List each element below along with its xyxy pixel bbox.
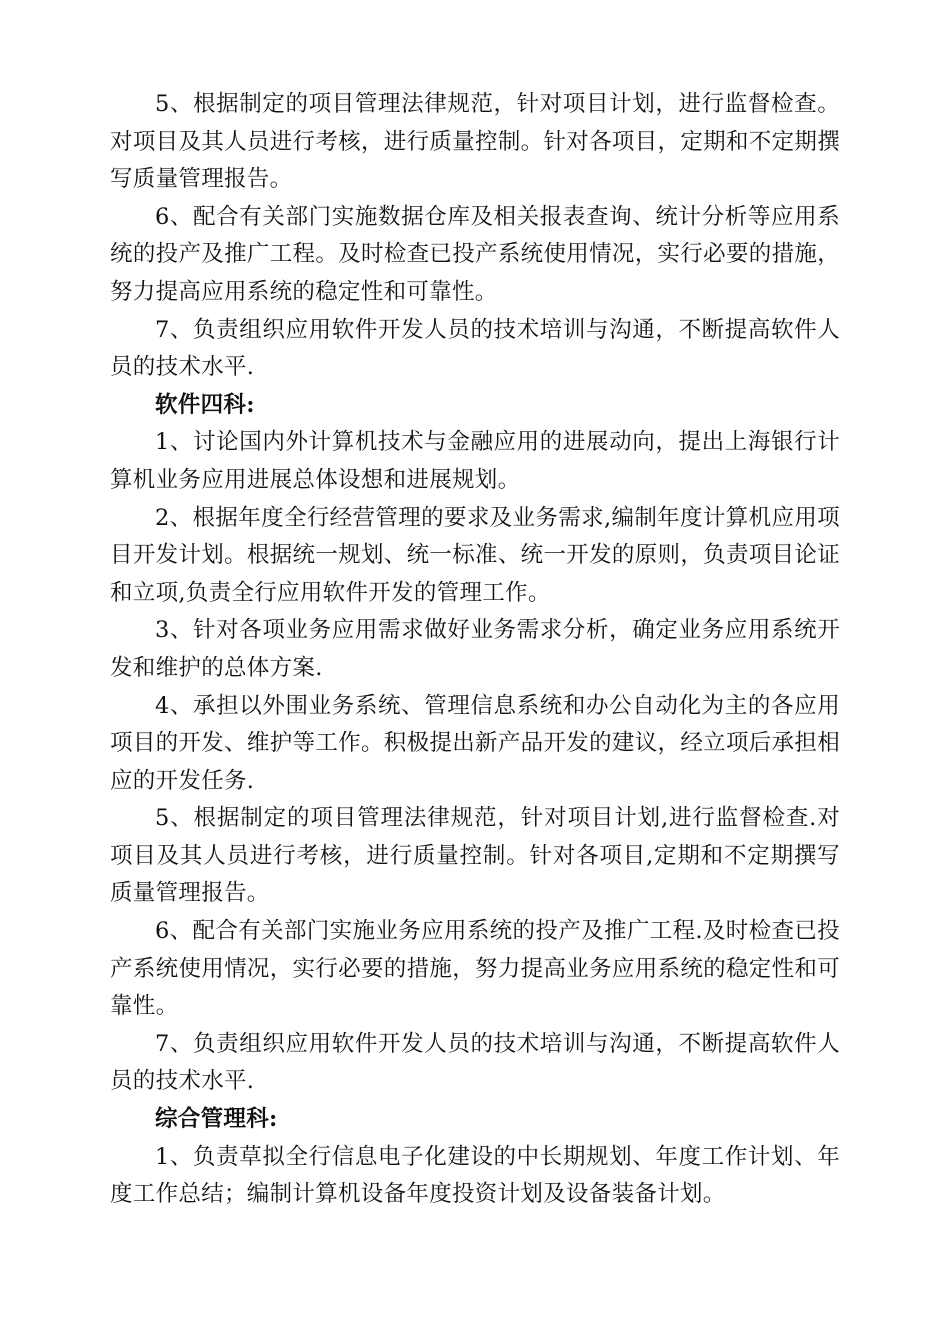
paragraph-item-1-long-term-plan: 1、负责草拟全行信息电子化建设的中长期规划、年度工作计划、年度工作总结；编制计算机设备年度投资计划及设备装备计划。	[110, 1143, 840, 1208]
paragraph-item-7-training: 7、负责组织应用软件开发人员的技术培训与沟通，不断提高软件人员的技术水平.	[110, 316, 840, 381]
paragraph-item-6-deployment: 6、配合有关部门实施数据仓库及相关报表查询、统计分析等应用系统的投产及推广工程。及时检查已投产系统使用情况，实行必要的措施，努力提高应用系统的稳定性和可靠性。	[110, 203, 840, 305]
paragraph-item-5-quality-management: 5、根据制定的项目管理法律规范，针对项目计划，进行监督检查。对项目及其人员进行考核，进行质量控制。针对各项目，定期和不定期撰写质量管理报告。	[110, 91, 840, 193]
paragraph-item-2-planning: 2、根据年度全行经营管理的要求及业务需求,编制年度计算机应用项目开发计划。根据统一规划、统一标准、统一开发的原则，负责项目论证和立项,负责全行应用软件开发的管理工作。	[110, 504, 840, 606]
paragraph-item-5-supervision: 5、根据制定的项目管理法律规范，针对项目计划,进行监督检查.对项目及其人员进行考核，进行质量控制。针对各项目,定期和不定期撰写质量管理报告。	[110, 805, 840, 907]
paragraph-item-6-rollout: 6、配合有关部门实施业务应用系统的投产及推广工程.及时检查已投产系统使用情况，实行必要的措施，努力提高业务应用系统的稳定性和可靠性。	[110, 918, 840, 1020]
paragraph-item-1-research: 1、讨论国内外计算机技术与金融应用的进展动向，提出上海银行计算机业务应用进展总体设想和进展规划。	[110, 429, 840, 493]
paragraph-item-3-requirements: 3、针对各项业务应用需求做好业务需求分析，确定业务应用系统开发和维护的总体方案.	[110, 617, 840, 681]
section-heading-software-dept-4: 软件四科:	[155, 391, 255, 418]
document-page	[110, 86, 840, 1214]
section-heading-general-management: 综合管理科:	[155, 1106, 278, 1133]
paragraph-item-7-staff-training: 7、负责组织应用软件开发人员的技术培训与沟通，不断提高软件人员的技术水平.	[110, 1030, 840, 1095]
paragraph-item-4-development: 4、承担以外围业务系统、管理信息系统和办公自动化为主的各应用项目的开发、维护等工作。积极提出新产品开发的建议，经立项后承担相应的开发任务.	[110, 692, 840, 794]
